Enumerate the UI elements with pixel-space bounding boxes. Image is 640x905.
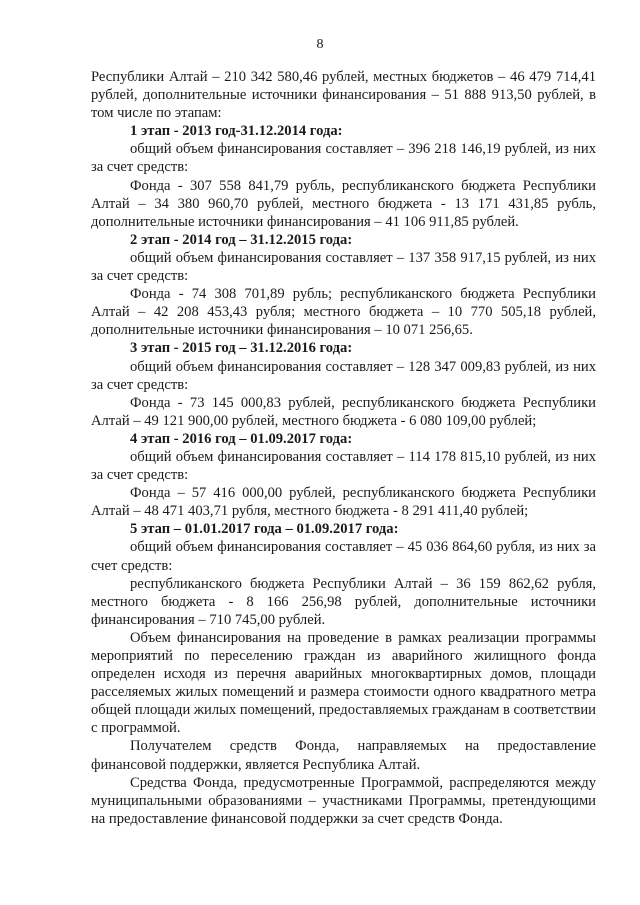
paragraph: Фонда - 73 145 000,83 рублей, республиканского бюджета Республики Алтай – 49 121 900,00 рублей, местного бюджета - 6 080 109,00 рублей; <box>91 394 596 429</box>
page-number: 8 <box>316 37 324 52</box>
paragraph: Фонда - 307 558 841,79 рубль, республиканского бюджета Республики Алтай – 34 380 960,70 рублей, местного бюджета - 13 171 431,85 рубль, дополнительные источники финансирования – 41 106 911,85 рублей. <box>91 177 596 230</box>
paragraph: Республики Алтай – 210 342 580,46 рублей, местных бюджетов – 46 479 714,41 рублей, дополнительные источники финансирования – 51 888 913,50 рублей, в том числе по этапам: <box>91 69 596 122</box>
paragraph: Фонда - 74 308 701,89 рубль; республиканского бюджета Республики Алтай – 42 208 453,43 рубля; местного бюджета – 10 770 505,18 рублей, дополнительные источники финансирования – 10 071 256,65. <box>91 286 596 339</box>
paragraph: Получателем средств Фонда, направляемых на предоставление финансовой поддержки, является Республика Алтай. <box>91 738 596 773</box>
paragraph: Средства Фонда, предусмотренные Программой, распределяются между муниципальными образованиями – участниками Программы, претендующими на предоставление финансовой поддержки за счет средств Фонда. <box>91 774 596 827</box>
paragraph: республиканского бюджета Республики Алтай – 36 159 862,62 рубля, местного бюджета - 8 166 256,98 рублей, дополнительные источники финансирования – 710 745,00 рублей. <box>91 575 596 628</box>
paragraph: Объем финансирования на проведение в рамках реализации программы мероприятий по переселению граждан из аварийного жилищного фонда определен исходя из перечня аварийных многоквартирных домов, площади расселяемых жилых помещений и размера стоимости одного квадратного метра общей площади жилых помещений, предоставляемых гражданам в соответствии с программой. <box>91 629 596 737</box>
stage-heading: 2 этап - 2014 год – 31.12.2015 года: <box>130 231 353 248</box>
paragraph: Фонда – 57 416 000,00 рублей, республиканского бюджета Республики Алтай – 48 471 403,71 рубля, местного бюджета - 8 291 411,40 рублей; <box>91 485 596 520</box>
paragraph: общий объем финансирования составляет – 137 358 917,15 рублей, из них за счет средств: <box>91 249 596 285</box>
stage-heading: 3 этап - 2015 год – 31.12.2016 года: <box>130 340 353 357</box>
document-body <box>91 68 596 828</box>
paragraph: общий объем финансирования составляет – 45 036 864,60 рубля, из них за счет средств: <box>91 539 596 574</box>
stage-heading: 4 этап - 2016 год – 01.09.2017 года: <box>130 430 353 447</box>
paragraph: общий объем финансирования составляет – 128 347 009,83 рублей, из них за счет средств: <box>91 358 596 393</box>
paragraph: общий объем финансирования составляет – 396 218 146,19 рублей, из них за счет средств: <box>91 141 596 176</box>
stage-heading: 5 этап – 01.01.2017 года – 01.09.2017 года: <box>130 521 399 538</box>
paragraph: общий объем финансирования составляет – 114 178 815,10 рублей, из них за счет средств: <box>91 448 596 484</box>
stage-heading: 1 этап - 2013 год-31.12.2014 года: <box>130 123 343 140</box>
